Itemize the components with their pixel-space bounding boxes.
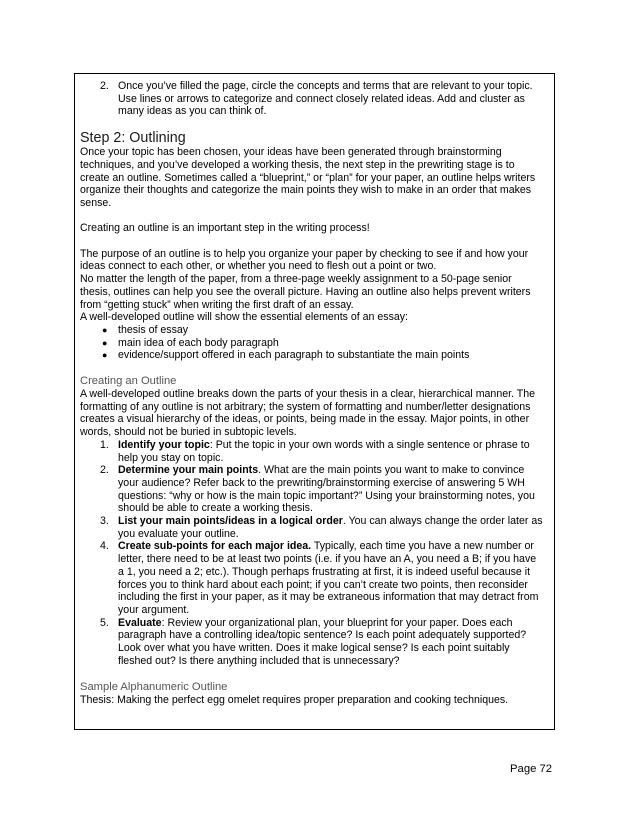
outline-steps-list <box>80 439 544 668</box>
list-item <box>80 80 544 118</box>
list-item-text: Once you’ve filled the page, circle the concepts and terms that are relevant to your topic. Use lines or arrows to categorize and connect closely related ideas. Add and cluster as many ideas as you can think of. <box>118 80 533 118</box>
page-number: Page 72 <box>510 763 553 775</box>
step2-paragraph-4: No matter the length of the paper, from a three-page weekly assignment to a 50-page senior thesis, outlines can help you see the overall picture. Having an outline also helps prevent writers from “getting stuck” when writing the first draft of an essay. <box>80 273 531 311</box>
step2-paragraph-2: Creating an outline is an important step in the writing process! <box>80 222 370 235</box>
step2-heading: Step 2: Outlining <box>80 130 186 147</box>
step-title: List your main points/ideas in a logical order <box>118 515 343 528</box>
essay-elements-list <box>80 324 544 362</box>
list-item: 1. Identify your topic: Put the topic in your own words with a single sentence or phrase to help you stay on topic. <box>100 438 530 464</box>
step2-paragraph-5: A well-developed outline will show the essential elements of an essay: <box>80 311 409 324</box>
list-item: 2. Determine your main points. What are the main points you want to make to convince your audience? Refer back to the prewriting/brainstorming exercise of answering 5 WH questions: “why or how is the main topic important?” Using your brainstorming notes, you should be able to create a working thesis. <box>100 464 535 515</box>
list-item: 4. Create sub-points for each major idea. Typically, each time you have a new number or letter, there need to be at least two points (i.e. if you have an A, you need a B; if you have a 1, you need a 2; etc.). Though perhaps frustrating at first, it is indeed useful because it forces you to think hard about each point; if you can’t create two points, then reconsider including the first in your paper, as it may be extraneous information that may detract from your argument. <box>100 540 539 616</box>
step2-paragraph-1: Once your topic has been chosen, your ideas have been generated through brainstorming techniques, and you’ve developed a working thesis, the next step in the prewriting stage is to create an outline. Sometimes called a “blueprint,” or “plan” for your paper, an outline helps writers organize their thoughts and categorize the main points they wish to make in an order that makes sense. <box>80 146 536 209</box>
sample-thesis: Thesis: Making the perfect egg omelet requires proper preparation and cooking techniques. <box>80 693 509 706</box>
brainstorm-list-continued <box>80 80 544 118</box>
list-item: 5. Evaluate: Review your organizational plan, your blueprint for your paper. Does each paragraph have a controlling idea/topic sentence? Is each point adequately supported? Look over what you have written. Does it make logical sense? Is each point suitably fleshed out? Is there anything included that is unnecessary? <box>100 616 527 667</box>
creating-outline-heading: Creating an Outline <box>80 375 177 388</box>
list-number: 2. <box>100 80 109 92</box>
bullet-icon: ● <box>102 337 108 348</box>
step-title: Evaluate <box>118 616 162 629</box>
list-item: 3. List your main points/ideas in a logical order. You can always change the order later as you evaluate your outline. <box>100 515 543 540</box>
step-title: Determine your main points <box>118 464 259 477</box>
step-title: Identify your topic <box>118 438 210 451</box>
step2-paragraph-3: The purpose of an outline is to help you organize your paper by checking to see if and how your ideas connect to each other, or whether you need to flesh out a point or two. <box>80 247 529 273</box>
content-frame <box>74 73 555 730</box>
list-item: ● thesis of essay <box>102 323 189 336</box>
creating-outline-paragraph: A well-developed outline breaks down the parts of your thesis in a clear, hierarchical manner. The formatting of any outline is not arbitrary; the system of formatting and number/letter designations creates a visual hierarchy of the ideas, or points, being made in the essay. Major points, in other words, should not be buried in subtopic levels. <box>80 388 536 439</box>
list-item: ● evidence/support offered in each paragraph to substantiate the main points <box>102 349 470 362</box>
step-title: Create sub-points for each major idea. <box>118 540 312 553</box>
bullet-icon: ● <box>102 350 108 361</box>
list-item: ● main idea of each body paragraph <box>102 336 279 349</box>
sample-outline-heading: Sample Alphanumeric Outline <box>80 680 228 693</box>
bullet-icon: ● <box>102 324 108 335</box>
